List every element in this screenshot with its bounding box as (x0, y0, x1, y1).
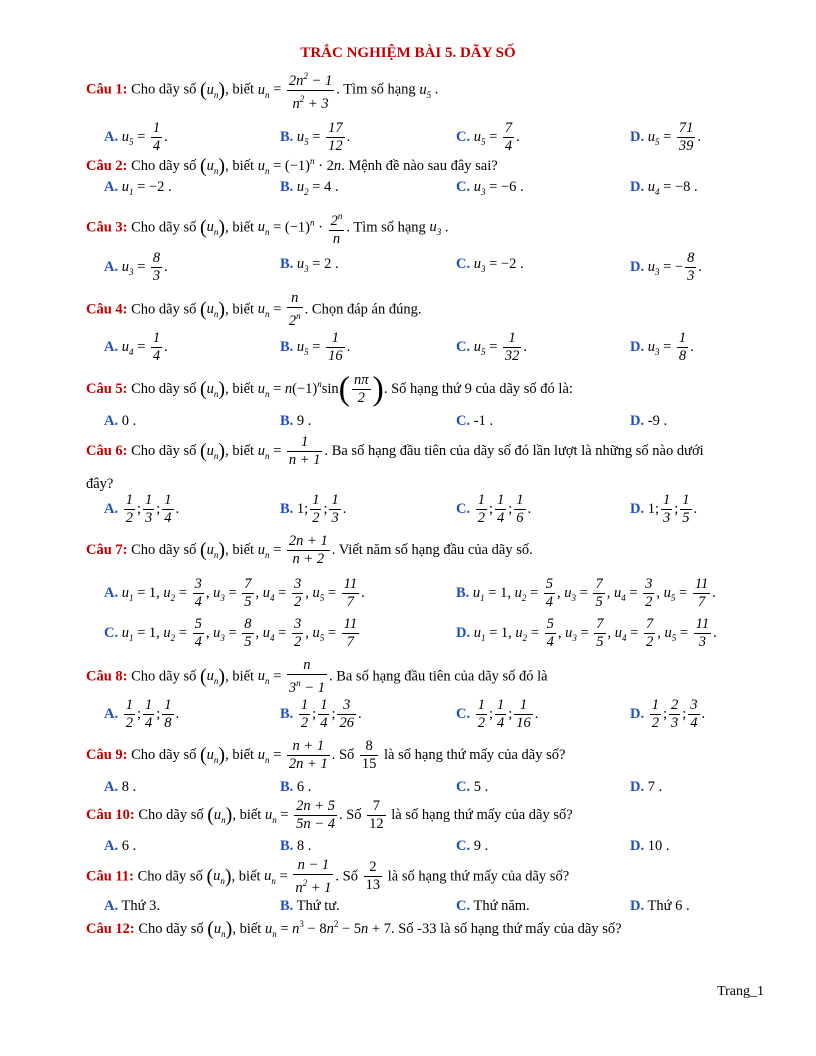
option-b[interactable]: B. $u_1 = 1$, $u_2$ = $\frac{5}{4}$ , $u_3$ = $\frac{7}{5}$ , $u_4$ = $\frac{3}{2}$ , $u_5$ = $\frac{11}{7}$ . (456, 576, 716, 610)
page-footer: Trang_1 (717, 984, 764, 999)
option-d[interactable]: D. $u_3$ = − $\frac{8}{3}$ . (630, 250, 702, 284)
question-text: . Tìm số hạng (346, 219, 426, 236)
question-number: Câu 5: (86, 380, 128, 397)
option-c[interactable]: C. $u_5$ = $\frac{7}{4}$ . (456, 120, 520, 154)
question-number: Câu 1: (86, 81, 128, 98)
question-text: . Số -33 là số hạng thứ mấy của dãy số? (390, 920, 622, 937)
question-number: Câu 3: (86, 219, 128, 236)
option-b[interactable]: B. 6 . (280, 779, 312, 795)
option-a[interactable]: A. $u_4$ = $\frac{1}{4}$ . (104, 330, 168, 364)
question-text: . Số (331, 746, 355, 763)
option-d[interactable]: D. $\frac{1}{2}$ ; $\frac{2}{3}$ ; $\frac{3}{4}$ . (630, 697, 706, 731)
question-text: Cho dãy số (131, 301, 197, 318)
question-number: Câu 12: (86, 920, 135, 937)
question-text: Cho dãy số (131, 746, 197, 763)
option-b[interactable]: B. 1; $\frac{1}{2}$ ; $\frac{1}{3}$ . (280, 492, 347, 526)
question-11: Câu 11: Cho dãy số $(u_n)$, biết $u_n$ = $\frac{n - 1}{n^2 + 1}$ . Số $\frac{2}{13}$ là số hạng thứ mấy của dãy số? (86, 857, 570, 896)
question-number: Câu 9: (86, 746, 128, 763)
question-text: , biết (225, 541, 255, 558)
question-text: . Mệnh đề nào sau đây sai? (341, 157, 498, 174)
option-b[interactable]: B. 9 . (280, 413, 312, 429)
question-number: Câu 4: (86, 301, 128, 318)
option-d[interactable]: D. $u_4 = -8$ . (630, 179, 698, 197)
option-c[interactable]: C. 9 . (456, 838, 489, 854)
question-10: Câu 10: Cho dãy số $(u_n)$, biết $u_n$ = $\frac{2n + 5}{5n - 4}$ . Số $\frac{7}{12}$ là số hạng thứ mấy của dãy số? (86, 798, 573, 832)
question-text: . Số hạng thứ 9 của dãy số đó là: (383, 380, 573, 397)
question-text: Cho dãy số (131, 219, 197, 236)
question-text: Cho dãy số (137, 868, 203, 885)
option-c[interactable]: C. $u_3 = -2$ . (456, 256, 524, 274)
question-12: Câu 12: Cho dãy số $(u_n)$, biết $u_n = n^3 - 8n^2 - 5n + 7$. Số -33 là số hạng thứ mấy của dãy số? (86, 918, 622, 940)
option-a[interactable]: A. 8 . (104, 779, 137, 795)
option-a[interactable]: A. $u_1 = 1$, $u_2$ = $\frac{3}{4}$ , $u_3$ = $\frac{7}{5}$ , $u_4$ = $\frac{3}{2}$ , $u_5$ = $\frac{11}{7}$ . (104, 576, 365, 610)
question-number: Câu 6: (86, 442, 128, 459)
option-a[interactable]: A. $\frac{1}{2}$ ; $\frac{1}{4}$ ; $\frac{1}{8}$ . (104, 697, 180, 731)
question-text: Cho dãy số (131, 157, 197, 174)
option-d[interactable]: D. $u_5$ = $\frac{71}{39}$ . (630, 120, 702, 154)
option-b[interactable]: B. $u_5$ = $\frac{1}{16}$ . (280, 330, 351, 364)
option-d[interactable]: D. $u_3$ = $\frac{1}{8}$ . (630, 330, 694, 364)
option-b[interactable]: B. 8 . (280, 838, 312, 854)
option-b[interactable]: B. $u_5$ = $\frac{17}{12}$ . (280, 120, 351, 154)
question-number: Câu 7: (86, 541, 128, 558)
option-d[interactable]: D. 7 . (630, 779, 663, 795)
option-c[interactable]: C. $\frac{1}{2}$ ; $\frac{1}{4}$ ; $\frac{1}{16}$ . (456, 697, 539, 731)
question-text: Cho dãy số (138, 920, 204, 937)
question-number: Câu 2: (86, 157, 128, 174)
option-b[interactable]: B. Thứ tư. (280, 898, 340, 914)
option-a[interactable]: A. $u_3$ = $\frac{8}{3}$ . (104, 250, 168, 284)
option-a[interactable]: A. $\frac{1}{2}$ ; $\frac{1}{3}$ ; $\frac{1}{4}$ . (104, 492, 180, 526)
question-text: , biết (225, 301, 255, 318)
question-text: đây? (86, 476, 114, 492)
question-text: , biết (225, 380, 255, 397)
question-text: Cho dãy số (131, 541, 197, 558)
option-c[interactable]: C. $u_3 = -6$ . (456, 179, 524, 197)
option-c[interactable]: C. $u_5$ = $\frac{1}{32}$ . (456, 330, 528, 364)
question-text: . Chọn đáp án đúng. (304, 301, 422, 318)
question-text: . Ba số hạng đầu tiên của dãy số đó là (328, 668, 548, 685)
question-text: Cho dãy số (131, 668, 197, 685)
option-a[interactable]: A. $u_1 = -2$ . (104, 179, 172, 197)
question-text: . Số (335, 868, 358, 885)
option-c[interactable]: C. $u_1 = 1$, $u_2$ = $\frac{5}{4}$ , $u_3$ = $\frac{8}{5}$ , $u_4$ = $\frac{3}{2}$ , $u_5$ = $\frac{11}{7}$ (104, 616, 358, 650)
question-text: Cho dãy số (131, 81, 197, 98)
question-text: là số hạng thứ mấy của dãy số? (384, 746, 566, 763)
question-text: Cho dãy số (138, 806, 204, 823)
question-9: Câu 9: Cho dãy số $(u_n)$, biết $u_n$ = $\frac{n + 1}{2n + 1}$ . Số $\frac{8}{15}$ là số hạng thứ mấy của dãy số? (86, 738, 566, 772)
question-text: . Số (338, 806, 362, 823)
option-d[interactable]: D. 10 . (630, 838, 670, 854)
option-a[interactable]: A. 6 . (104, 838, 137, 854)
question-number: Câu 8: (86, 668, 128, 685)
option-d[interactable]: D. -9 . (630, 413, 668, 429)
option-c[interactable]: C. 5 . (456, 779, 489, 795)
question-number: Câu 11: (86, 868, 134, 885)
option-d[interactable]: D. 1; $\frac{1}{3}$ ; $\frac{1}{5}$ . (630, 492, 698, 526)
option-c[interactable]: C. -1 . (456, 413, 494, 429)
question-text: là số hạng thứ mấy của dãy số? (387, 868, 570, 885)
question-text: , biết (225, 668, 255, 685)
question-text: . Tìm số hạng (336, 81, 416, 98)
question-text: , biết (225, 81, 255, 98)
question-7: Câu 7: Cho dãy số $(u_n)$, biết $u_n$ = $\frac{2n + 1}{n + 2}$ . Viết năm số hạng đầu của dãy số. (86, 533, 533, 567)
option-a[interactable]: A. 0 . (104, 413, 137, 429)
question-text: , biết (232, 920, 262, 937)
question-text: , biết (225, 219, 255, 236)
question-text: Cho dãy số (131, 380, 197, 397)
question-text: , biết (225, 746, 255, 763)
option-b[interactable]: B. $u_2 = 4$ . (280, 179, 339, 197)
question-text: , biết (225, 157, 255, 174)
option-a[interactable]: A. $u_5$ = $\frac{1}{4}$ . (104, 120, 168, 154)
option-d[interactable]: D. Thứ 6 . (630, 898, 690, 914)
question-5: Câu 5: Cho dãy số $(u_n)$, biết $u_n = n(-1)^n\sin$( $\frac{n\pi}{2}$ ). Số hạng thứ 9 của dãy số đó là: (86, 370, 573, 408)
question-4: Câu 4: Cho dãy số $(u_n)$, biết $u_n$ = $\frac{n}{2^n}$ . Chọn đáp án đúng. (86, 290, 422, 329)
option-c[interactable]: C. $\frac{1}{2}$ ; $\frac{1}{4}$ ; $\frac{1}{6}$ . (456, 492, 532, 526)
option-b[interactable]: B. $\frac{1}{2}$ ; $\frac{1}{4}$ ; $\frac{3}{26}$ . (280, 697, 362, 731)
question-text: . Viết năm số hạng đầu của dãy số. (331, 541, 533, 558)
question-text: , biết (225, 442, 255, 459)
question-text: , biết (232, 806, 262, 823)
question-number: Câu 10: (86, 806, 135, 823)
question-3: Câu 3: Cho dãy số $(u_n)$, biết $u_n = (-1)^n$ · $\frac{2^n}{n}$ . Tìm số hạng $u_3$ . (86, 208, 768, 248)
question-text: Cho dãy số (131, 442, 197, 459)
option-c[interactable]: C. Thứ năm. (456, 898, 530, 914)
question-1: Câu 1: Cho dãy số $(u_n)$, biết $u_n$ = $\frac{2n^2 - 1}{n^2 + 3}$ . Tìm số hạng $u_5$ . (86, 68, 768, 113)
question-8: Câu 8: Cho dãy số $(u_n)$, biết $u_n$ = $\frac{n}{3^n - 1}$ . Ba số hạng đầu tiên của dãy số đó là (86, 657, 548, 696)
option-b[interactable]: B. $u_3 = 2$ . (280, 256, 339, 274)
question-text: , biết (231, 868, 261, 885)
question-6: Câu 6: Cho dãy số $(u_n)$, biết $u_n$ = $\frac{1}{n + 1}$ . Ba số hạng đầu tiên của dãy số đó lần lượt là những số nào dưới (86, 434, 704, 468)
question-text: là số hạng thứ mấy của dãy số? (391, 806, 573, 823)
question-2: Câu 2: Cho dãy số $(u_n)$, biết $u_n = (-1)^n \cdot 2n$. Mệnh đề nào sau đây sai? (86, 155, 498, 177)
option-d[interactable]: D. $u_1 = 1$, $u_2$ = $\frac{5}{4}$ , $u_3$ = $\frac{7}{5}$ , $u_4$ = $\frac{7}{2}$ , $u_5$ = $\frac{11}{3}$ . (456, 616, 717, 650)
option-a[interactable]: A. Thứ 3. (104, 898, 160, 914)
page-title: TRẮC NGHIỆM BÀI 5. DÃY SỐ (300, 45, 516, 61)
